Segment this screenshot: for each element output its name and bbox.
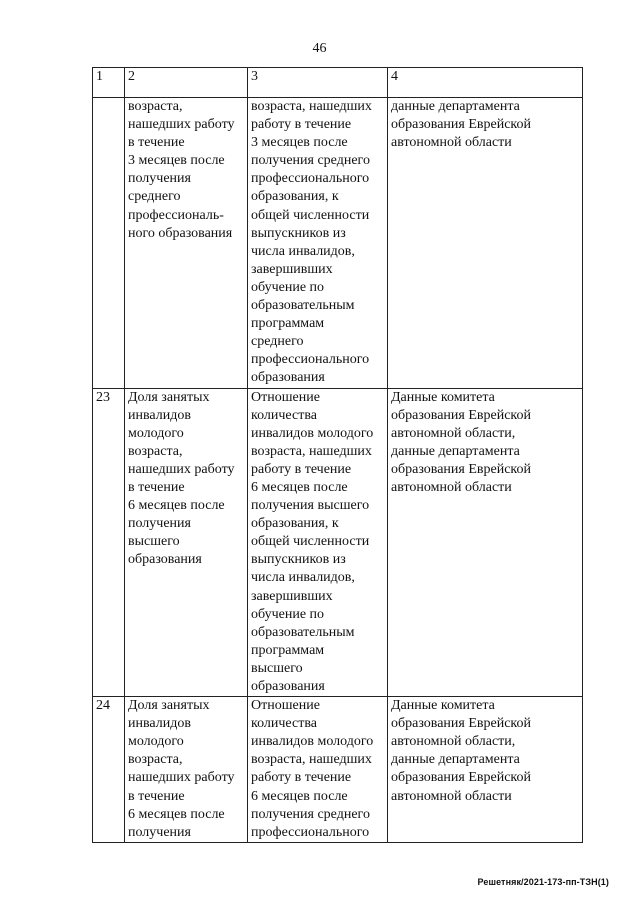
method-cell: возраста, нашедших работу в течение 3 месяцев после получения среднего профессионального образования, к общей численности выпускников из числа инвалидов, завершивших обучение по образовательным программам среднего профессионального образования [248,98,388,389]
table-row [93,388,583,697]
row-number: 24 [93,697,125,843]
indicator-cell: Доля занятых инвалидов молодого возраста, нашедших работу в течение 6 месяцев после получения [125,697,248,843]
table-row [93,697,583,843]
indicator-table [92,67,583,843]
column-header-3: 3 [248,68,388,98]
source-cell: Данные комитета образования Еврейской автономной области, данные департамента образования Еврейской автономной области [388,697,583,843]
row-number: 23 [93,388,125,697]
method-cell: Отношение количества инвалидов молодого возраста, нашедших работу в течение 6 месяцев после получения среднего профессионального [248,697,388,843]
page-number: 46 [312,41,327,56]
source-cell: данные департамента образования Еврейской автономной области [388,98,583,389]
indicator-cell: Доля занятых инвалидов молодого возраста, нашедших работу в течение 6 месяцев после получения высшего образования [125,388,248,697]
source-cell: Данные комитета образования Еврейской автономной области, данные департамента образования Еврейской автономной области [388,388,583,697]
table-header [93,68,583,98]
column-header-1: 1 [93,68,125,98]
column-header-2: 2 [125,68,248,98]
header-row [93,68,583,98]
column-header-4: 4 [388,68,583,98]
indicator-cell: возраста, нашедших работу в течение 3 месяцев после получения среднего профессиональ- ного образования [125,98,248,389]
method-cell: Отношение количества инвалидов молодого возраста, нашедших работу в течение 6 месяцев после получения высшего образования, к общей численности выпускников из числа инвалидов, завершивших обучение по образовательным программам высшего образования [248,388,388,697]
row-number [93,98,125,389]
table-row [93,98,583,389]
document-code-footer: Решетняк/2021-173-пп-ТЗН(1) [477,877,609,887]
